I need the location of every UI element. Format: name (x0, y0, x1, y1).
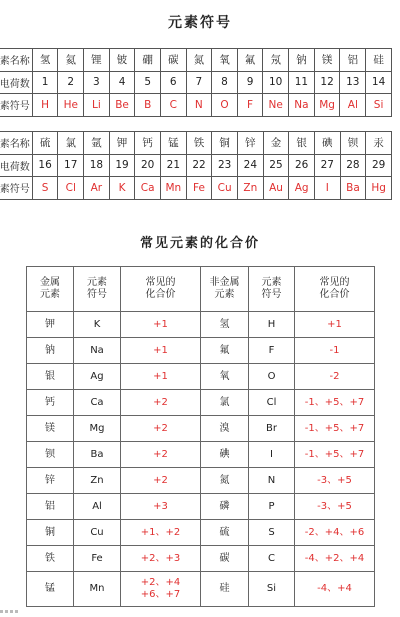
valence-cell: +3 (121, 494, 201, 520)
valence-row (27, 572, 375, 607)
valence-cell: 碘 (201, 442, 249, 468)
valence-cell: +2、+4 +6、+7 (121, 572, 201, 607)
valence-cell: P (249, 494, 295, 520)
valence-cell: +2 (121, 442, 201, 468)
valence-cell: N (249, 468, 295, 494)
element-cell: 5 (135, 71, 161, 94)
valence-cell: 硫 (201, 520, 249, 546)
valence-cell: -1、+5、+7 (295, 416, 375, 442)
element-cell: 氯 (58, 132, 84, 155)
element-cell: 17 (58, 154, 84, 177)
element-cell: 镁 (314, 49, 340, 72)
valence-cell: 铁 (27, 546, 74, 572)
row-header-cell: 电荷数 (0, 154, 32, 177)
valence-cell: 锌 (27, 468, 74, 494)
element-cell: 21 (161, 154, 187, 177)
element-cell: Mg (314, 94, 340, 117)
valence-cell: Ba (74, 442, 121, 468)
element-cell: Mn (161, 177, 187, 200)
valence-cell: -2、+4、+6 (295, 520, 375, 546)
valence-cell: +2 (121, 390, 201, 416)
element-cell: 氖 (263, 49, 289, 72)
page-title-elements: 元素符号 (168, 15, 232, 31)
valence-cell: Mn (74, 572, 121, 607)
element-cell: Ne (263, 94, 289, 117)
valence-header-row (27, 267, 375, 312)
valence-row (27, 494, 375, 520)
element-cell: He (58, 94, 84, 117)
element-cell: Fe (186, 177, 212, 200)
valence-cell: O (249, 364, 295, 390)
valence-cell: Ag (74, 364, 121, 390)
valence-cell: -4、+4 (295, 572, 375, 607)
element-cell: B (135, 94, 161, 117)
row-header-cell: 电荷数 (0, 71, 32, 94)
page-title-valences: 常见元素的化合价 (139, 236, 260, 251)
element-cell: 3 (84, 71, 110, 94)
element-cell: 氩 (84, 132, 110, 155)
element-cell: 钠 (289, 49, 315, 72)
row-header-cell: 素符号 (0, 177, 32, 200)
valence-cell: 氧 (201, 364, 249, 390)
element-cell: 硼 (135, 49, 161, 72)
valence-cell: Mg (74, 416, 121, 442)
element-cell: 硫 (32, 132, 58, 155)
element-cell: Ca (135, 177, 161, 200)
element-cell: 汞 (366, 132, 392, 155)
element-cell: 钙 (135, 132, 161, 155)
valence-cell: -3、+5 (295, 494, 375, 520)
valence-row (27, 442, 375, 468)
row-header-cell: 素符号 (0, 94, 32, 117)
element-cell: Cl (58, 177, 84, 200)
valence-row (27, 364, 375, 390)
element-cell: 26 (289, 154, 315, 177)
valence-cell: 铝 (27, 494, 74, 520)
valence-cell: Na (74, 338, 121, 364)
valence-row (27, 312, 375, 338)
element-cell: 硅 (366, 49, 392, 72)
valence-cell: -3、+5 (295, 468, 375, 494)
valence-header-cell: 金属 元素 (27, 267, 74, 312)
valence-cell: -1、+5、+7 (295, 390, 375, 416)
grid-row (0, 71, 392, 94)
element-cell: K (109, 177, 135, 200)
row-header-cell: 素名称 (0, 49, 32, 72)
element-cell: 6 (160, 71, 186, 94)
element-cell: Ar (84, 177, 110, 200)
element-cell: F (237, 94, 263, 117)
element-cell: Si (366, 94, 392, 117)
element-cell: 27 (314, 154, 340, 177)
valence-cell: +1 (121, 364, 201, 390)
element-cell: Be (109, 94, 135, 117)
element-cell: 1 (32, 71, 58, 94)
element-cell: 铜 (212, 132, 238, 155)
grid-row (0, 132, 392, 155)
element-cell: 25 (263, 154, 289, 177)
valence-cell: +1 (121, 338, 201, 364)
valence-header-cell: 元素 符号 (249, 267, 295, 312)
valence-cell: -4、+2、+4 (295, 546, 375, 572)
element-cell: 28 (340, 154, 366, 177)
element-cell: 铍 (109, 49, 135, 72)
valence-cell: -2 (295, 364, 375, 390)
element-cell: 16 (32, 154, 58, 177)
valence-cell: 钙 (27, 390, 74, 416)
element-cell: H (32, 94, 58, 117)
valence-cell: Zn (74, 468, 121, 494)
element-cell: 锰 (161, 132, 187, 155)
valence-cell: S (249, 520, 295, 546)
footer-dots (0, 598, 60, 602)
valence-cell: +2 (121, 416, 201, 442)
valence-cell: 氮 (201, 468, 249, 494)
valence-cell: 氢 (201, 312, 249, 338)
valence-cell: -1 (295, 338, 375, 364)
element-cell: 碘 (314, 132, 340, 155)
valence-header-cell: 非金属 元素 (201, 267, 249, 312)
element-cell: Na (289, 94, 315, 117)
valence-cell: C (249, 546, 295, 572)
element-cell: 氮 (186, 49, 212, 72)
valence-cell: -1、+5、+7 (295, 442, 375, 468)
element-cell: 2 (58, 71, 84, 94)
element-cell: 22 (186, 154, 212, 177)
valence-header-cell: 常见的 化合价 (121, 267, 201, 312)
element-cell: 氦 (58, 49, 84, 72)
element-cell: N (186, 94, 212, 117)
element-cell: Zn (238, 177, 264, 200)
valence-cell: 锰 (27, 572, 74, 607)
element-cell: 23 (212, 154, 238, 177)
valence-cell: 钾 (27, 312, 74, 338)
valence-cell: 银 (27, 364, 74, 390)
element-cell: 氧 (212, 49, 238, 72)
element-cell: 金 (263, 132, 289, 155)
valence-cell: Fe (74, 546, 121, 572)
valence-cell: Si (249, 572, 295, 607)
element-cell: Hg (366, 177, 392, 200)
row-header-cell: 素名称 (0, 132, 32, 155)
valence-row (27, 390, 375, 416)
valence-cell: Cu (74, 520, 121, 546)
element-cell: Ag (289, 177, 315, 200)
grid-row (0, 49, 392, 72)
valence-cell: 硅 (201, 572, 249, 607)
element-cell: 钾 (109, 132, 135, 155)
element-cell: 氢 (32, 49, 58, 72)
element-cell: C (160, 94, 186, 117)
element-cell: I (314, 177, 340, 200)
valence-row (27, 338, 375, 364)
valence-cell: 钠 (27, 338, 74, 364)
valence-cell: +2 (121, 468, 201, 494)
element-cell: O (212, 94, 238, 117)
valence-cell: 镁 (27, 416, 74, 442)
element-cell: Au (263, 177, 289, 200)
element-cell: Cu (212, 177, 238, 200)
element-cell: 9 (237, 71, 263, 94)
element-cell: 20 (135, 154, 161, 177)
valence-cell: 氟 (201, 338, 249, 364)
valence-cell: 氯 (201, 390, 249, 416)
element-cell: 29 (366, 154, 392, 177)
valence-cell: K (74, 312, 121, 338)
valence-cell: Al (74, 494, 121, 520)
valence-cell: I (249, 442, 295, 468)
element-cell: 4 (109, 71, 135, 94)
valence-header-cell: 元素 符号 (74, 267, 121, 312)
element-cell: 钡 (340, 132, 366, 155)
element-cell: 铁 (186, 132, 212, 155)
valence-cell: 溴 (201, 416, 249, 442)
element-cell: 7 (186, 71, 212, 94)
valence-cell: +1 (295, 312, 375, 338)
element-cell: 14 (366, 71, 392, 94)
element-cell: S (32, 177, 58, 200)
valence-cell: 碳 (201, 546, 249, 572)
element-table-1 (0, 48, 392, 117)
valence-cell: F (249, 338, 295, 364)
valence-cell: +1 (121, 312, 201, 338)
element-cell: 8 (212, 71, 238, 94)
element-cell: 12 (314, 71, 340, 94)
valence-cell: H (249, 312, 295, 338)
valence-row (27, 468, 375, 494)
valence-cell: Ca (74, 390, 121, 416)
element-cell: 18 (84, 154, 110, 177)
valence-cell: 铜 (27, 520, 74, 546)
element-table-2 (0, 131, 392, 200)
element-cell: Al (340, 94, 366, 117)
valence-row (27, 416, 375, 442)
valence-cell: Br (249, 416, 295, 442)
valence-cell: Cl (249, 390, 295, 416)
element-cell: 10 (263, 71, 289, 94)
valence-header-cell: 常见的 化合价 (295, 267, 375, 312)
element-cell: 锂 (84, 49, 110, 72)
element-cell: Ba (340, 177, 366, 200)
element-cell: 碳 (160, 49, 186, 72)
element-cell: 锌 (238, 132, 264, 155)
valence-row (27, 520, 375, 546)
element-cell: 19 (109, 154, 135, 177)
element-cell: 13 (340, 71, 366, 94)
grid-row (0, 154, 392, 177)
element-cell: Li (84, 94, 110, 117)
element-cell: 11 (289, 71, 315, 94)
element-cell: 铝 (340, 49, 366, 72)
grid-row (0, 177, 392, 200)
valence-cell: +2、+3 (121, 546, 201, 572)
grid-row (0, 94, 392, 117)
element-cell: 氟 (237, 49, 263, 72)
valence-cell: 磷 (201, 494, 249, 520)
valence-cell: +1、+2 (121, 520, 201, 546)
element-cell: 24 (238, 154, 264, 177)
valence-table (26, 266, 375, 607)
valence-row (27, 546, 375, 572)
element-cell: 银 (289, 132, 315, 155)
valence-cell: 钡 (27, 442, 74, 468)
